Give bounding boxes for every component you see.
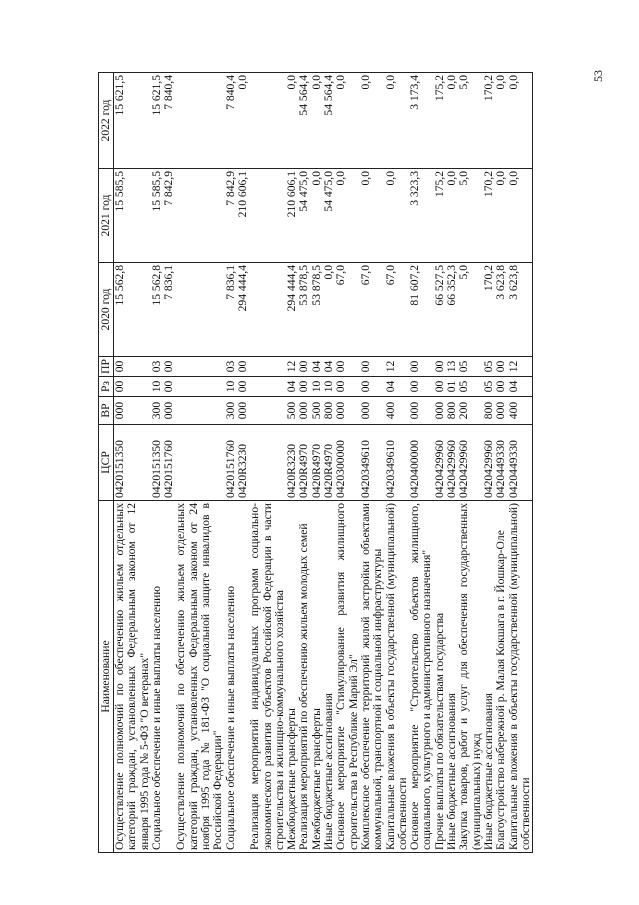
header-vr: ВР [99,397,114,425]
cell-pr [151,357,176,377]
cell-rz [249,377,286,397]
row-name: Реализация мероприятий по обеспечению жильем молодых семей [298,501,310,853]
table-row [151,73,176,853]
cell-rz [360,377,385,397]
cell-amount-2020 [335,263,360,357]
value-amount-2021: 7 842,9 [162,171,176,206]
value-amount-2021: 15 585,5 [113,171,126,212]
value-amount-2021: 210 606,1 [235,171,249,218]
table-row [175,73,224,853]
value-amount-2022: 0,0 [494,75,508,90]
value-rz: 04 [506,380,520,393]
cell-amount-2021 [385,169,410,263]
value-amount-2022: 0,0 [358,75,372,90]
value-csr: 0420R4970 [309,443,323,498]
row-name: Социальное обеспечение и иные выплаты населению [151,501,176,853]
value-amount-2020: 66 527,5 [432,265,446,306]
value-rz: 00 [297,380,311,393]
row-name: Капитальные вложения в объекты государственной (муниципальной) собственности [385,501,410,853]
cell-csr [298,425,310,501]
header-pr: ПР [99,357,114,377]
value-vr: 800 [445,401,459,420]
cell-amount-2020 [114,263,151,357]
value-vr: 000 [334,401,348,420]
cell-pr [298,357,310,377]
value-vr: 300 [149,401,163,420]
cell-csr [175,425,224,501]
value-amount-2020: 67,0 [334,265,348,286]
cell-amount-2022 [385,73,410,169]
cell-amount-2021 [508,169,533,263]
row-name: Осуществление полномочий по обеспечению жильем отдельных категорий граждан, установленных Федеральным законом от 12 января 1995 года № 5-ФЗ "О ветеранах" [114,501,151,853]
cell-csr [225,425,250,501]
cell-amount-2021 [409,169,434,263]
cell-amount-2020 [409,263,434,357]
value-pr: 00 [162,360,176,373]
value-amount-2022: 170,2 [481,75,495,102]
table-row [458,73,483,853]
value-pr: 12 [285,360,299,373]
cell-amount-2020 [225,263,250,357]
cell-rz [385,377,410,397]
value-amount-2020: 294 444,4 [285,265,299,312]
value-amount-2020: 170,2 [481,265,495,292]
cell-amount-2022 [175,73,224,169]
value-rz: 01 [445,380,459,393]
value-vr: 500 [285,401,299,420]
row-name: Прочие выплаты по обязательствам государства [434,501,446,853]
value-vr: 000 [297,401,311,420]
cell-vr [409,397,434,425]
value-vr: 800 [481,401,495,420]
value-amount-2020: 66 352,3 [445,265,459,306]
value-pr: 05 [481,360,495,373]
value-pr: 03 [223,360,237,373]
cell-amount-2022 [409,73,434,169]
value-amount-2020: 81 607,2 [408,265,422,306]
cell-pr [495,357,507,377]
value-vr: 400 [506,401,520,420]
header-rz: Рз [99,377,114,397]
cell-rz [175,377,224,397]
value-rz: 05 [481,380,495,393]
value-amount-2022: 0,0 [309,75,323,90]
cell-amount-2022 [335,73,360,169]
header-2022: 2022 год [99,73,114,169]
page-number: 53 [591,70,605,82]
value-amount-2021: 170,2 [481,171,495,198]
value-amount-2022: 5,0 [457,75,471,90]
value-csr: 0420400000 [408,440,422,498]
row-name: Благоустройство набережной р. Малая Кокшага в г. Йошкар-Оле [495,501,507,853]
cell-amount-2021 [151,169,176,263]
value-rz: 04 [383,380,397,393]
cell-csr [508,425,533,501]
cell-rz [151,377,176,397]
value-csr: 0420429960 [445,440,459,498]
value-vr: 000 [162,401,176,420]
value-amount-2020: 294 444,4 [235,265,249,312]
cell-rz [495,377,507,397]
value-csr: 0420449330 [494,440,508,498]
cell-csr [360,425,385,501]
value-amount-2021: 210 606,1 [285,171,299,218]
cell-pr [458,357,483,377]
value-amount-2020: 67,0 [358,265,372,286]
value-csr: 0420R3230 [285,443,299,498]
header-name: Наименование [99,501,114,853]
cell-vr [249,397,286,425]
value-pr: 00 [297,360,311,373]
row-name: Основное мероприятие "Строительство объектов жилищного, социального, культурного и административного назначения" [409,501,434,853]
value-amount-2021: 0,0 [506,171,520,186]
cell-pr [114,357,151,377]
cell-amount-2021 [225,169,250,263]
value-vr: 000 [235,401,249,420]
value-amount-2021: 0,0 [383,171,397,186]
cell-amount-2022 [508,73,533,169]
value-csr: 0420449330 [506,440,520,498]
cell-vr [385,397,410,425]
value-vr: 000 [494,401,508,420]
value-amount-2020: 3 623,8 [506,265,520,300]
row-name: Закупка товаров, работ и услуг для обеспечения государственных (муниципальных) нужд [458,501,483,853]
value-rz: 00 [334,380,348,393]
table-row [409,73,434,853]
table-row [249,73,286,853]
cell-rz [114,377,151,397]
value-amount-2022: 0,0 [334,75,348,90]
value-pr: 04 [322,360,336,373]
cell-amount-2020 [298,263,310,357]
value-amount-2021: 0,0 [334,171,348,186]
value-rz: 00 [358,380,372,393]
value-vr: 000 [432,401,446,420]
row-name: Иные бюджетные ассигнования [323,501,335,853]
value-pr: 04 [309,360,323,373]
value-pr: 00 [408,360,422,373]
value-rz: 10 [149,380,163,393]
cell-amount-2022 [360,73,385,169]
cell-amount-2022 [249,73,286,169]
value-rz: 10 [223,380,237,393]
value-amount-2020: 53 878,5 [309,265,323,306]
cell-vr [298,397,310,425]
value-vr: 000 [358,401,372,420]
cell-amount-2020 [495,263,507,357]
value-vr: 000 [408,401,422,420]
value-csr: 0420429960 [457,440,471,498]
table-body [114,73,533,853]
cell-pr [175,357,224,377]
cell-amount-2022 [225,73,250,169]
cell-amount-2020 [249,263,286,357]
value-pr: 00 [494,360,508,373]
cell-amount-2021 [458,169,483,263]
cell-amount-2021 [495,169,507,263]
value-pr: 12 [506,360,520,373]
value-rz: 00 [113,380,126,393]
value-amount-2021: 54 475,0 [322,171,336,212]
budget-table-container [98,73,538,853]
value-amount-2022: 54 564,4 [297,75,311,116]
cell-csr [458,425,483,501]
value-rz: 00 [162,380,176,393]
value-rz: 00 [408,380,422,393]
cell-pr [385,357,410,377]
cell-csr [114,425,151,501]
cell-rz [409,377,434,397]
value-amount-2022: 15 621,5 [113,75,126,116]
cell-amount-2022 [495,73,507,169]
value-amount-2022: 7 840,4 [162,75,176,110]
row-name: Основное мероприятие "Стимулирование развития жилищного строительства в Республике Марий Эл" [335,501,360,853]
cell-vr [175,397,224,425]
table-row [495,73,507,853]
value-vr: 800 [322,401,336,420]
cell-pr [225,357,250,377]
value-rz: 04 [285,380,299,393]
value-vr: 500 [309,401,323,420]
cell-rz [298,377,310,397]
cell-rz [225,377,250,397]
value-rz: 05 [457,380,471,393]
table-row [508,73,533,853]
value-amount-2022: 0,0 [445,75,459,90]
value-rz: 10 [322,380,336,393]
row-name: Капитальные вложения в объекты государственной (муниципальной) собственности [508,501,533,853]
value-rz: 00 [235,380,249,393]
cell-amount-2021 [114,169,151,263]
row-name: Межбюджетные трансферты [311,501,323,853]
value-amount-2020: 7 836,1 [162,265,176,300]
value-vr: 000 [113,401,126,420]
cell-amount-2020 [458,263,483,357]
value-csr: 0420R3230 [235,443,249,498]
cell-rz [335,377,360,397]
value-csr: 0420151760 [162,440,176,498]
row-name: Комплексное обеспечение территорий жилой застройки объектами коммунальной, транспортной и социальной инфраструктуры [360,501,385,853]
cell-vr [151,397,176,425]
cell-amount-2020 [508,263,533,357]
value-vr: 200 [457,401,471,420]
value-vr: 300 [223,401,237,420]
value-amount-2021: 54 475,0 [297,171,311,212]
value-amount-2020: 53 878,5 [297,265,311,306]
value-csr: 0420151350 [113,440,126,498]
value-rz: 10 [309,380,323,393]
value-csr: 0420429960 [432,440,446,498]
row-name: Иные бюджетные ассигнования [446,501,458,853]
cell-pr [409,357,434,377]
value-pr: 12 [383,360,397,373]
table-row [335,73,360,853]
value-amount-2022: 15 621,5 [149,75,163,116]
value-amount-2020: 5,0 [457,265,471,280]
cell-rz [458,377,483,397]
value-vr: 400 [383,401,397,420]
value-pr: 00 [334,360,348,373]
cell-amount-2021 [360,169,385,263]
cell-amount-2021 [335,169,360,263]
table-row [298,73,310,853]
table-row [225,73,250,853]
value-amount-2021: 175,2 [432,171,446,198]
table-row [385,73,410,853]
value-amount-2021: 0,0 [494,171,508,186]
value-csr: 0420151350 [149,440,163,498]
value-amount-2021: 0,0 [309,171,323,186]
cell-amount-2020 [360,263,385,357]
value-amount-2021: 15 585,5 [149,171,163,212]
cell-pr [360,357,385,377]
cell-csr [249,425,286,501]
header-csr: ЦСР [99,425,114,501]
cell-amount-2020 [175,263,224,357]
value-pr: 00 [113,360,126,373]
value-amount-2022: 0,0 [506,75,520,90]
value-amount-2021: 0,0 [358,171,372,186]
header-2020: 2020 год [99,263,114,357]
value-csr: 0420R4970 [322,443,336,498]
cell-pr [508,357,533,377]
value-pr: 13 [445,360,459,373]
cell-vr [458,397,483,425]
value-pr: 00 [235,360,249,373]
cell-amount-2022 [114,73,151,169]
value-amount-2022: 175,2 [432,75,446,102]
value-rz: 00 [494,380,508,393]
value-amount-2021: 7 842,9 [223,171,237,206]
row-name: Социальное обеспечение и иные выплаты населению [225,501,250,853]
value-amount-2021: 3 323,3 [408,171,422,206]
cell-pr [249,357,286,377]
value-pr: 00 [432,360,446,373]
cell-amount-2021 [249,169,286,263]
cell-csr [409,425,434,501]
value-amount-2020: 3 623,8 [494,265,508,300]
cell-amount-2021 [175,169,224,263]
value-amount-2022: 0,0 [383,75,397,90]
value-amount-2020: 7 836,1 [223,265,237,300]
row-name: Реализация мероприятий индивидуальных программ социально-экономического развития субъектов Российской Федерации в части строительства и жилищно-коммунального хозяйства [249,501,286,853]
value-amount-2020: 15 562,8 [113,265,126,306]
value-pr: 03 [149,360,163,373]
value-csr: 0420300000 [334,440,348,498]
cell-pr [335,357,360,377]
cell-csr [151,425,176,501]
cell-vr [508,397,533,425]
cell-amount-2020 [385,263,410,357]
row-name: Иные бюджетные ассигнования [483,501,495,853]
cell-vr [335,397,360,425]
cell-amount-2020 [151,263,176,357]
table-row [114,73,151,853]
value-amount-2020: 0,0 [322,265,336,280]
cell-rz [508,377,533,397]
value-amount-2021: 0,0 [445,171,459,186]
value-csr: 0420429960 [481,440,495,498]
budget-table [98,72,533,853]
value-rz: 00 [432,380,446,393]
value-csr: 0420R4970 [297,443,311,498]
value-amount-2022: 3 173,4 [408,75,422,110]
header-2021: 2021 год [99,169,114,263]
row-name: Межбюджетные трансферты [286,501,298,853]
value-amount-2021: 5,0 [457,171,471,186]
cell-vr [225,397,250,425]
table-row [360,73,385,853]
cell-amount-2022 [151,73,176,169]
value-pr: 05 [457,360,471,373]
cell-vr [114,397,151,425]
row-name: Осуществление полномочий по обеспечению жильем отдельных категорий граждан, установленных Федеральным законом от 24 ноября 1995 года № 181-ФЗ "О социальной защите инвалидов в Российской Федерации" [175,501,224,853]
value-pr: 00 [358,360,372,373]
value-csr: 0420349610 [358,440,372,498]
table-header-row [99,73,114,853]
cell-amount-2021 [298,169,310,263]
value-csr: 0420151760 [223,440,237,498]
value-amount-2022: 7 840,4 [223,75,237,110]
value-amount-2022: 0,0 [235,75,249,90]
cell-csr [335,425,360,501]
value-amount-2020: 15 562,8 [149,265,163,306]
cell-amount-2022 [458,73,483,169]
value-amount-2020: 67,0 [383,265,397,286]
cell-csr [495,425,507,501]
value-amount-2022: 54 564,4 [322,75,336,116]
value-amount-2022: 0,0 [285,75,299,90]
cell-vr [360,397,385,425]
cell-vr [495,397,507,425]
value-csr: 0420349610 [383,440,397,498]
cell-csr [385,425,410,501]
cell-amount-2022 [298,73,310,169]
